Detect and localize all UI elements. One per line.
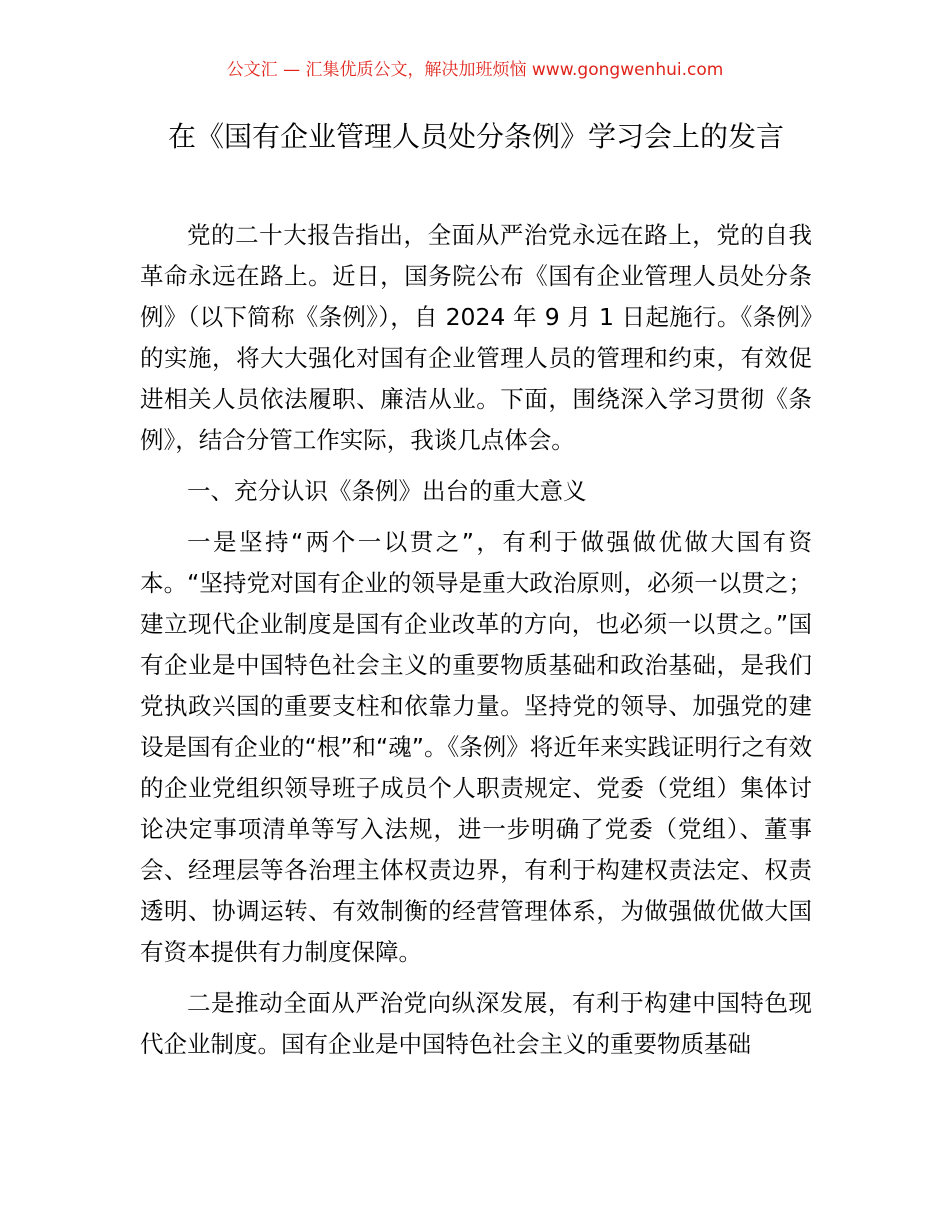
paragraph-intro: 党的二十大报告指出，全面从严治党永远在路上，党的自我革命永远在路上。近日，国务院公布《国有企业管理人员处分条例》（以下简称《条例》），自 2024 年 9 月 1 日起施行。《条例》的实施，将大大强化对国有企业管理人员的管理和约束，有效促进相关人员依法履职、廉洁从业。下面，围绕深入学习贯彻《条例》，结合分管工作实际，我谈几点体会。 bbox=[140, 221, 812, 454]
header-banner: 公文汇 — 汇集优质公文，解决加班烦恼 www.gongwenhui.com bbox=[226, 60, 724, 80]
section-heading-1: 一、充分认识《条例》出台的重大意义 bbox=[187, 477, 587, 505]
paragraph-point-2: 二是推动全面从严治党向纵深发展，有利于构建中国特色现代企业制度。国有企业是中国特色社会主义的重要物质基础 bbox=[140, 989, 812, 1058]
document-title: 在《国有企业管理人员处分条例》学习会上的发言 bbox=[167, 120, 784, 153]
paragraph-point-1: 一是坚持“两个一以贯之”，有利于做强做优做大国有资本。“坚持党对国有企业的领导是重大政治原则，必须一以贯之；建立现代企业制度是国有企业改革的方向，也必须一以贯之。”国有企业是中国特色社会主义的重要物质基础和政治基础，是我们党执政兴国的重要支柱和依靠力量。坚持党的领导、加强党的建设是国有企业的“根”和“魂”。《条例》将近年来实践证明行之有效的企业党组织领导班子成员个人职责规定、党委（党组）集体讨论决定事项清单等写入法规，进一步明确了党委（党组）、董事会、经理层等各治理主体权责边界，有利于构建权责法定、权责透明、协调运转、有效制衡的经营管理体系，为做强做优做大国有资本提供有力制度保障。 bbox=[140, 528, 812, 966]
document-body bbox=[140, 215, 812, 1075]
